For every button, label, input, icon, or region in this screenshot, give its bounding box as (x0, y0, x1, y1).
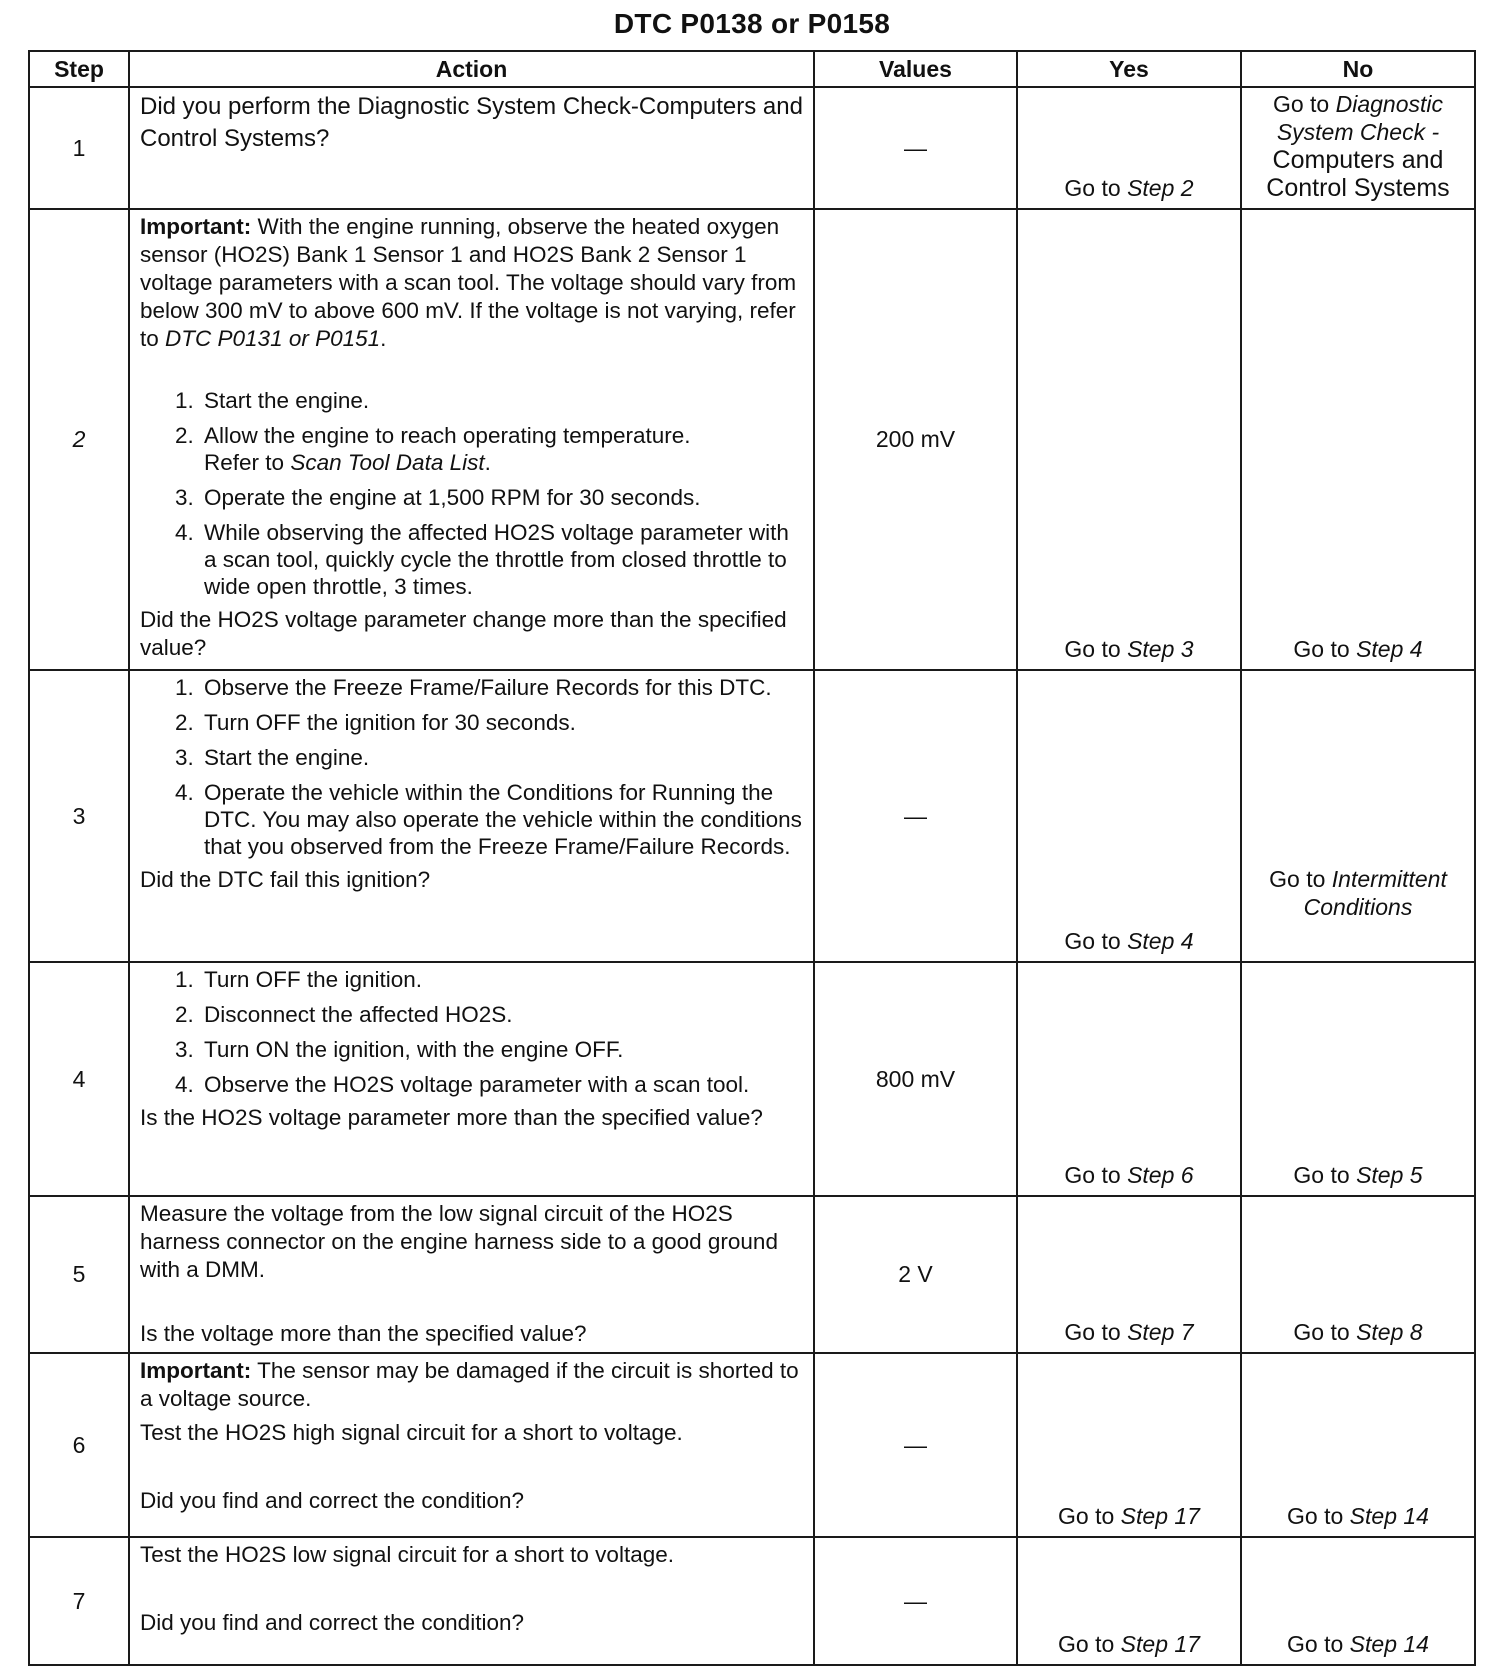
list-item: 4. Observe the HO2S voltage parameter with a scan tool. (200, 1071, 805, 1098)
action-cell (129, 670, 814, 962)
step-number: 3 (29, 670, 129, 962)
table-row-step-6 (29, 1353, 1475, 1537)
action-question: Did you perform the Diagnostic System Check-Computers and Control Systems? (140, 93, 803, 152)
scan-tool-data-list-link[interactable]: Scan Tool Data List (290, 450, 485, 475)
header-step: Step (29, 51, 129, 87)
page-title: DTC P0138 or P0158 (613, 8, 891, 39)
refer-prefix: Refer to (204, 450, 285, 475)
yes-cell (1017, 87, 1241, 209)
value-cell: 200 mV (814, 209, 1017, 670)
go-to-prefix: Go to (1287, 1631, 1344, 1657)
yes-target-link[interactable]: Step 17 (1120, 1631, 1200, 1657)
action-cell (129, 1537, 814, 1665)
step-number: 4 (29, 962, 129, 1196)
important-note (140, 1357, 805, 1413)
no-target-rest[interactable]: Computers and Control Systems (1266, 146, 1450, 202)
step-number: 1 (29, 87, 129, 209)
go-to-prefix: Go to (1064, 928, 1121, 954)
header-no: No (1241, 51, 1475, 87)
yes-target-link[interactable]: Step 4 (1127, 928, 1194, 954)
header-action: Action (129, 51, 814, 87)
step-number: 2 (29, 209, 129, 670)
list-item: 3. Turn ON the ignition, with the engine OFF. (200, 1036, 805, 1063)
no-target-link[interactable]: Intermittent Conditions (1303, 866, 1447, 920)
table-row-step-7 (29, 1537, 1475, 1665)
important-text: With the engine running, observe the heated oxygen sensor (HO2S) Bank 1 Sensor 1 and HO2S Bank 2 Sensor 1 voltage parameters with a scan tool. The voltage should vary from below 300 mV to above 600 mV. If the voltage is not varying, refer to (140, 214, 797, 351)
go-to-prefix: Go to (1272, 91, 1330, 117)
list-item: 3. Operate the engine at 1,500 RPM for 30 seconds. (200, 484, 805, 511)
list-item: 2. Allow the engine to reach operating temperature. Refer to Scan Tool Data List. (200, 422, 805, 476)
go-to-prefix: Go to (1064, 1162, 1121, 1188)
list-item: 1. Observe the Freeze Frame/Failure Records for this DTC. (200, 674, 805, 701)
no-cell (1241, 1196, 1475, 1353)
procedure-list (140, 674, 805, 860)
yes-cell (1017, 1353, 1241, 1537)
no-cell (1241, 209, 1475, 670)
no-target-link[interactable]: Step 14 (1349, 1631, 1429, 1657)
value-cell: — (814, 1353, 1017, 1537)
go-to-prefix: Go to (1293, 636, 1350, 662)
yes-cell (1017, 1196, 1241, 1353)
action-question: Did you find and correct the condition? (140, 1610, 524, 1635)
list-item: 1. Turn OFF the ignition. (200, 966, 805, 993)
no-cell (1241, 1537, 1475, 1665)
yes-target-link[interactable]: Step 2 (1127, 175, 1194, 201)
action-question: Is the HO2S voltage parameter more than the specified value? (140, 1105, 763, 1130)
go-to-prefix: Go to (1293, 1319, 1350, 1345)
list-item: 4. While observing the affected HO2S voltage parameter with a scan tool, quickly cycle the throttle from closed throttle to wide open throttle, 3 times. (200, 519, 805, 600)
action-cell (129, 209, 814, 670)
no-target-link[interactable]: Step 4 (1356, 636, 1423, 662)
step-number: 5 (29, 1196, 129, 1353)
no-cell (1241, 1353, 1475, 1537)
go-to-prefix: Go to (1058, 1631, 1115, 1657)
action-question: Did the DTC fail this ignition? (140, 867, 431, 892)
no-target-link[interactable]: Step 14 (1349, 1503, 1429, 1529)
value-cell: — (814, 670, 1017, 962)
action-question: Is the voltage more than the specified value? (140, 1321, 587, 1346)
action-text: Measure the voltage from the low signal circuit of the HO2S harness connector on the engine harness side to a good ground with a DMM. (140, 1201, 778, 1282)
procedure-list (140, 966, 805, 1098)
list-item-text: Allow the engine to reach operating temperature. (204, 423, 691, 448)
go-to-prefix: Go to (1287, 1503, 1344, 1529)
procedure-list (140, 387, 805, 600)
important-text: The sensor may be damaged if the circuit is shorted to a voltage source. (140, 1358, 799, 1411)
yes-target-link[interactable]: Step 3 (1127, 636, 1194, 662)
yes-cell (1017, 209, 1241, 670)
action-text: Test the HO2S high signal circuit for a short to voltage. (140, 1420, 683, 1445)
no-cell (1241, 962, 1475, 1196)
list-item: 4. Operate the vehicle within the Conditions for Running the DTC. You may also operate the vehicle within the conditions that you observed from the Freeze Frame/Failure Records. (200, 779, 805, 860)
table-row-step-2 (29, 209, 1475, 670)
no-cell (1241, 87, 1475, 209)
go-to-prefix: Go to (1064, 1319, 1121, 1345)
value-cell: 800 mV (814, 962, 1017, 1196)
action-cell (129, 1196, 814, 1353)
yes-cell (1017, 1537, 1241, 1665)
table-header-row (29, 51, 1475, 87)
list-item: 1. Start the engine. (200, 387, 805, 414)
list-item: 2. Turn OFF the ignition for 30 seconds. (200, 709, 805, 736)
value-cell: — (814, 87, 1017, 209)
header-values: Values (814, 51, 1017, 87)
go-to-prefix: Go to (1293, 1162, 1350, 1188)
action-question: Did the HO2S voltage parameter change more than the specified value? (140, 607, 787, 660)
table-row-step-1 (29, 87, 1475, 209)
important-reference[interactable]: DTC P0131 or P0151 (165, 326, 381, 351)
yes-target-link[interactable]: Step 7 (1127, 1319, 1194, 1345)
no-target-link[interactable]: Step 5 (1356, 1162, 1423, 1188)
diagnostic-table (28, 50, 1476, 1666)
yes-cell (1017, 670, 1241, 962)
no-cell (1241, 670, 1475, 962)
step-number: 6 (29, 1353, 129, 1537)
list-item: 3. Start the engine. (200, 744, 805, 771)
list-item: 2. Disconnect the affected HO2S. (200, 1001, 805, 1028)
step-number: 7 (29, 1537, 129, 1665)
value-cell: 2 V (814, 1196, 1017, 1353)
action-cell (129, 962, 814, 1196)
yes-cell (1017, 962, 1241, 1196)
table-row-step-5 (29, 1196, 1475, 1353)
table-row-step-3 (29, 670, 1475, 962)
yes-target-link[interactable]: Step 17 (1120, 1503, 1200, 1529)
important-label: Important: (140, 214, 252, 239)
action-cell (129, 1353, 814, 1537)
go-to-prefix: Go to (1269, 866, 1326, 892)
no-target-link[interactable]: Step 8 (1356, 1319, 1423, 1345)
action-text: Test the HO2S low signal circuit for a short to voltage. (140, 1542, 674, 1567)
go-to-prefix: Go to (1058, 1503, 1115, 1529)
value-cell: — (814, 1537, 1017, 1665)
no-target-link[interactable]: Diagnostic System Check - (1276, 91, 1444, 145)
go-to-prefix: Go to (1064, 636, 1121, 662)
important-label: Important: (140, 1358, 252, 1383)
table-row-step-4 (29, 962, 1475, 1196)
important-note: Important: With the engine running, observe the heated oxygen sensor (HO2S) Bank 1 Sensor 1 and HO2S Bank 2 Sensor 1 voltage parameters with a scan tool. The voltage should vary from below 300 mV to above 600 mV. If the voltage is not varying, refer to DTC P0131 or P0151. (140, 214, 797, 351)
action-question: Did you find and correct the condition? (140, 1488, 524, 1513)
action-cell (129, 87, 814, 209)
go-to-prefix: Go to (1064, 175, 1121, 201)
header-yes: Yes (1017, 51, 1241, 87)
yes-target-link[interactable]: Step 6 (1127, 1162, 1194, 1188)
